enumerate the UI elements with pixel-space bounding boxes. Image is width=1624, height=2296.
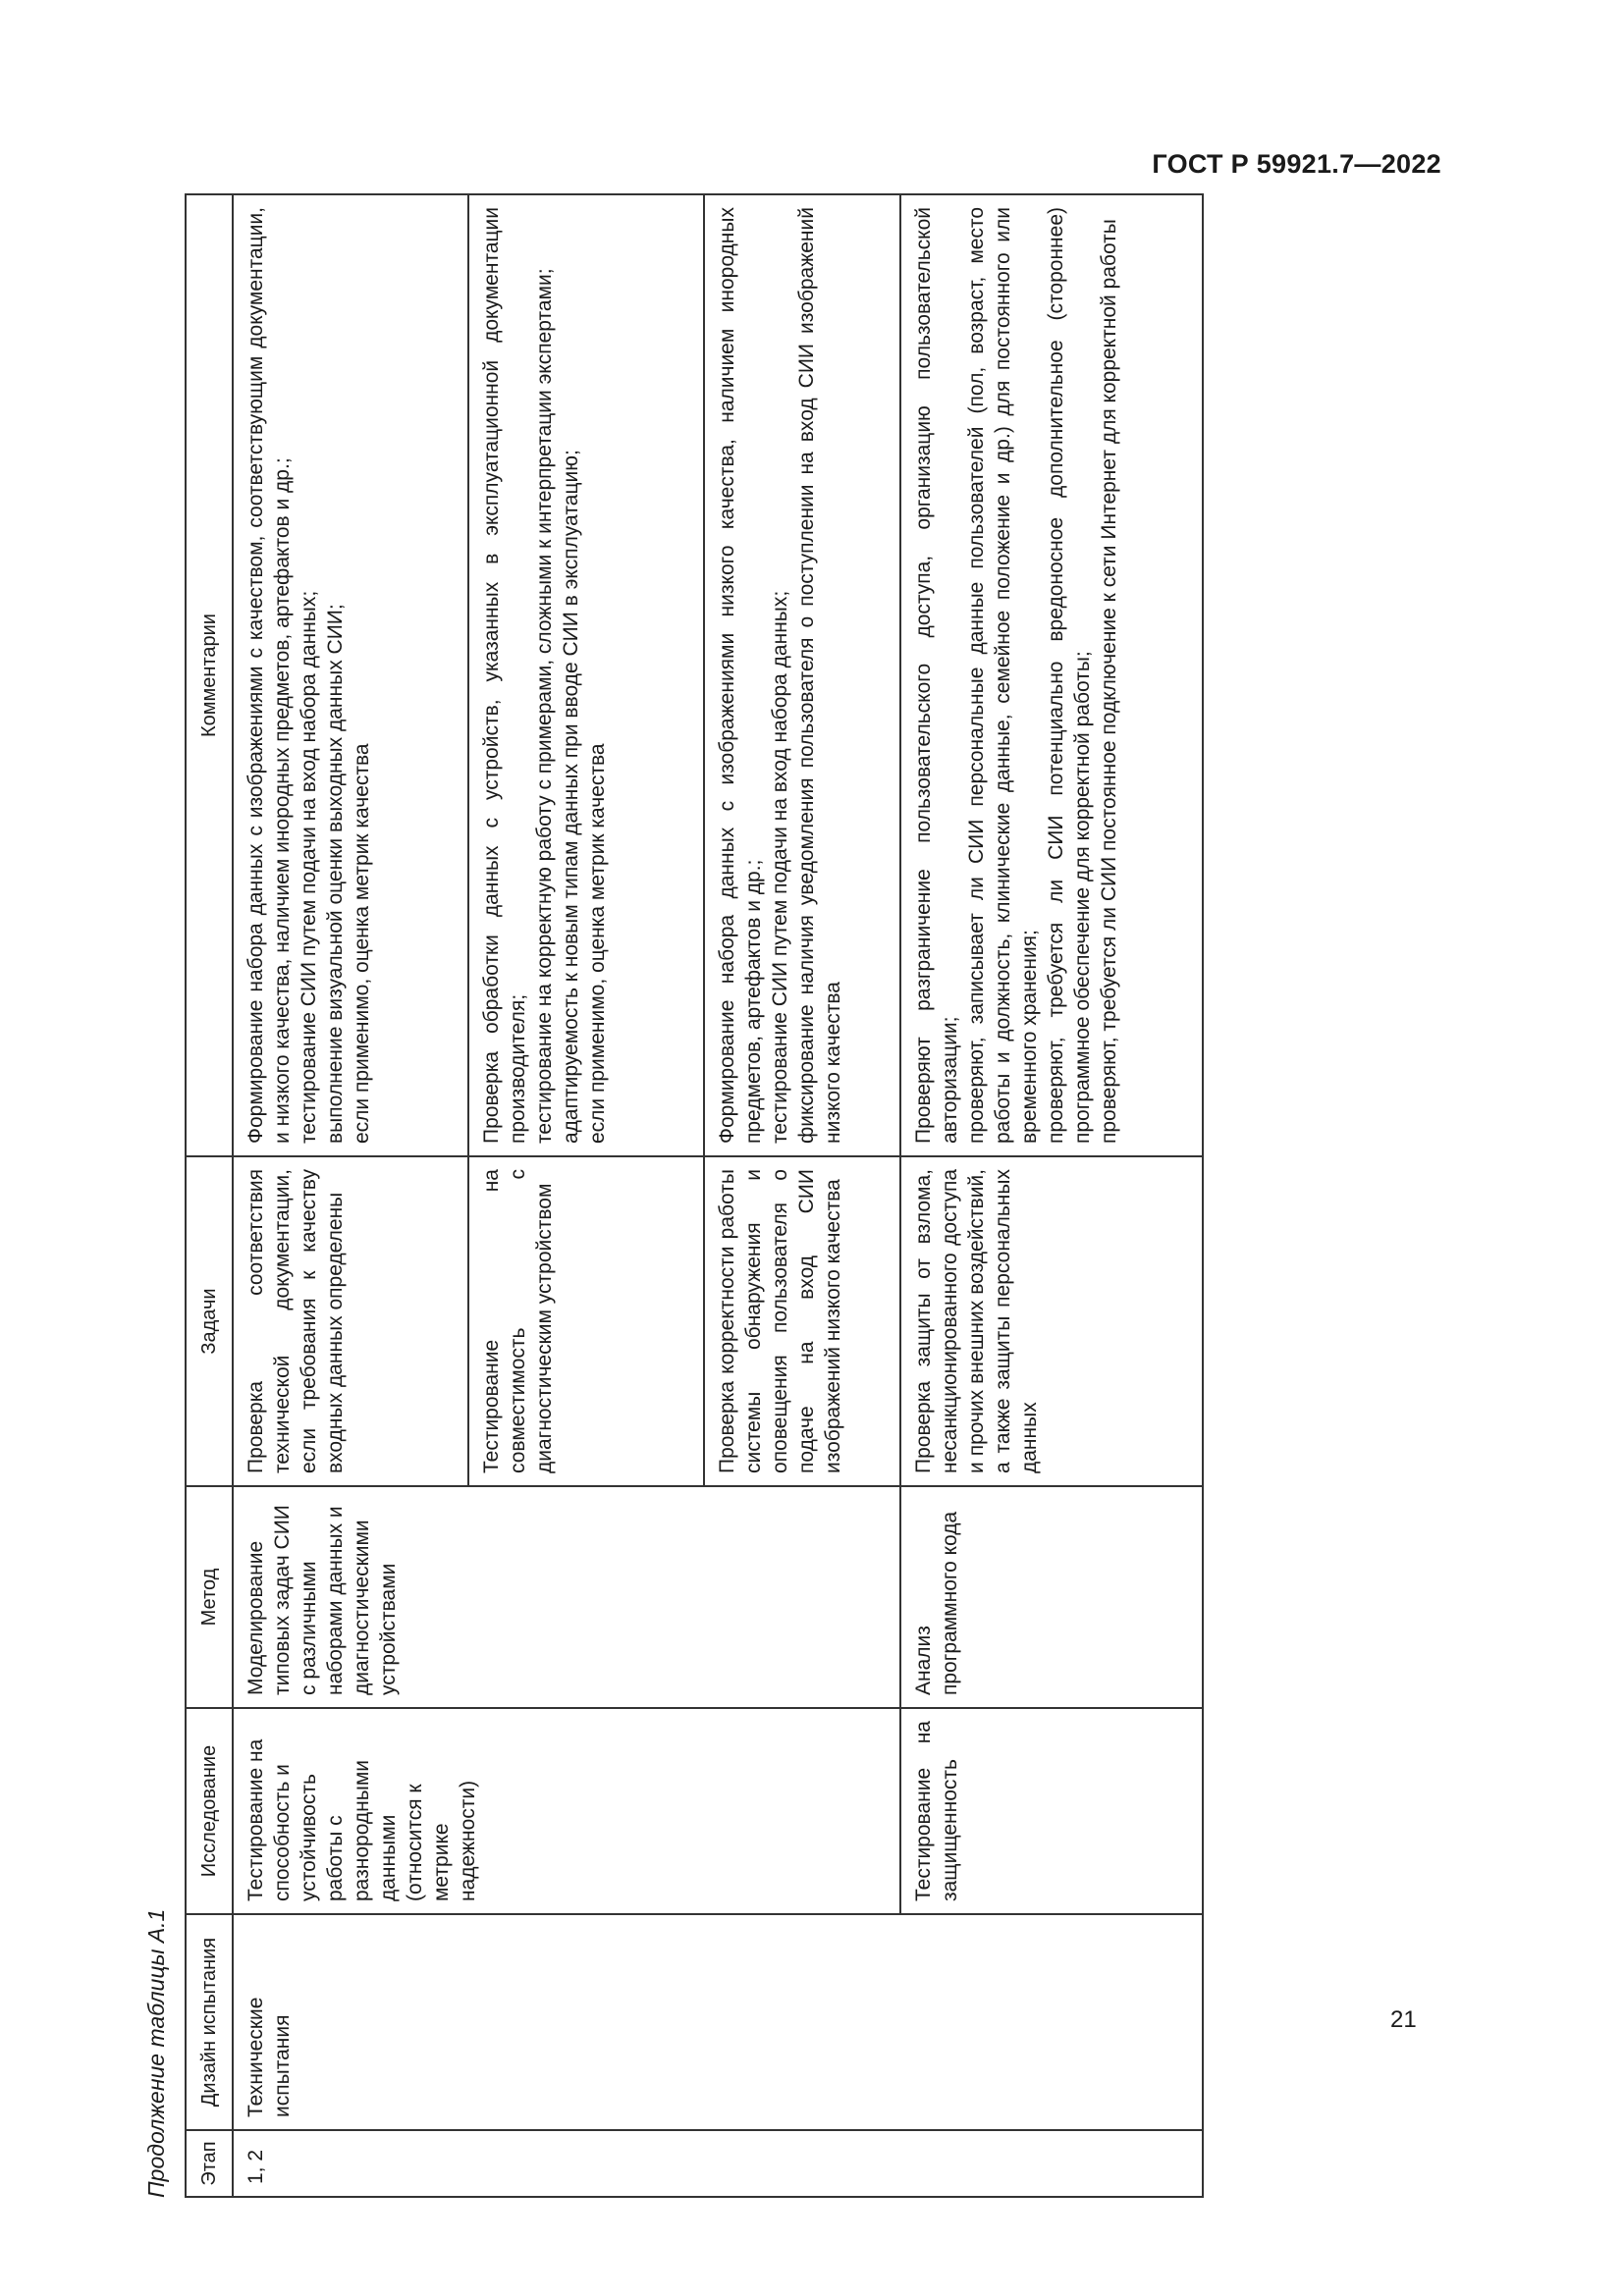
comment-line: адаптируемость к новым типам данных при вводе СИИ в эксплуатацию;	[560, 450, 582, 1144]
comment-cell	[704, 194, 900, 1156]
comment-line: Проверяют разграничение пользовательского доступа, организацию пользовательской авторизации;	[912, 207, 961, 1144]
col-header-method: Метод	[186, 1486, 233, 1708]
comment-line: выполнение визуальной оценки выходных данных СИИ;	[324, 604, 347, 1144]
col-header-research: Исследование	[186, 1708, 233, 1914]
comment-line: проверяют, записывает ли СИИ персональные данные пользователей (пол, возраст, место работы и должность, клинические данные, семейное положение и др.) для постоянного или временного хранения;	[965, 207, 1041, 1144]
task-cell: Тестирование на совместимость с диагностическим устройством	[468, 1156, 704, 1486]
research-cell: Тестирование на способность и устойчивость работы с разнородными данными (относится к метрике надежности)	[233, 1708, 900, 1914]
comment-line: Формирование набора данных с изображениями низкого качества, наличием инородных предметов, артефактов и др.;	[716, 207, 765, 1144]
table-row	[900, 194, 1203, 2197]
comment-line: фиксирование наличия уведомления пользователя о поступлении на вход СИИ изображений низкого качества	[795, 207, 844, 1144]
design-cell: Технические испытания	[233, 1914, 1203, 2130]
table-header-row	[186, 194, 233, 2197]
task-cell: Проверка соответствия технической документации, если требования к качеству входных данных определены	[233, 1156, 468, 1486]
col-header-design: Дизайн испытания	[186, 1914, 233, 2130]
table-row	[233, 194, 468, 2197]
comment-cell	[900, 194, 1203, 1156]
data-table	[185, 193, 1204, 2198]
continuation-title: Продолжение таблицы А.1	[143, 1908, 169, 2198]
comment-line: Формирование набора данных с изображениями с качеством, соответствующим документации, и низкого качества, наличием инородных предметов, артефактов и др.;	[244, 207, 294, 1144]
comment-line: тестирование СИИ путем подачи на вход набора данных;	[769, 590, 791, 1144]
comment-line: если применимо, оценка метрик качества	[351, 743, 373, 1144]
task-cell: Проверка корректности работы системы обнаружения и оповещения пользователя о подаче на вход СИИ изображений низкого качества	[704, 1156, 900, 1486]
method-cell: Моделирование типовых задач СИИ с различными наборами данных и диагностическими устройствами	[233, 1486, 900, 1708]
comment-line: Проверка обработки данных с устройств, указанных в эксплуатационной документации производителя;	[480, 207, 529, 1144]
research-cell: Тестирование на защищенность	[900, 1708, 1203, 1914]
comment-line: тестирование СИИ путем подачи на вход набора данных;	[298, 590, 320, 1144]
col-header-stage: Этап	[186, 2130, 233, 2197]
comment-line: проверяют, требуется ли СИИ постоянное подключение к сети Интернет для корректной работы	[1098, 219, 1120, 1144]
rotated-table-block	[143, 195, 1204, 2198]
col-header-tasks: Задачи	[186, 1156, 233, 1486]
stage-cell: 1, 2	[233, 2130, 1203, 2197]
comment-cell	[233, 194, 468, 1156]
task-cell: Проверка защиты от взлома, несанкционированного доступа и прочих внешних воздействий, а также защиты персональных данных	[900, 1156, 1203, 1486]
comment-line: если применимо, оценка метрик качества	[586, 743, 609, 1144]
col-header-comments: Комментарии	[186, 194, 233, 1156]
page-number: 21	[1390, 2006, 1417, 2033]
comment-line: проверяют, требуется ли СИИ потенциально вредоносное дополнительное (стороннее) программное обеспечение для корректной работы;	[1045, 207, 1094, 1144]
comment-cell	[468, 194, 704, 1156]
comment-line: тестирование на корректную работу с примерами, сложными к интерпретации экспертами;	[533, 268, 556, 1144]
method-cell: Анализ программного кода	[900, 1486, 1203, 1708]
standard-code: ГОСТ Р 59921.7—2022	[1152, 149, 1441, 179]
